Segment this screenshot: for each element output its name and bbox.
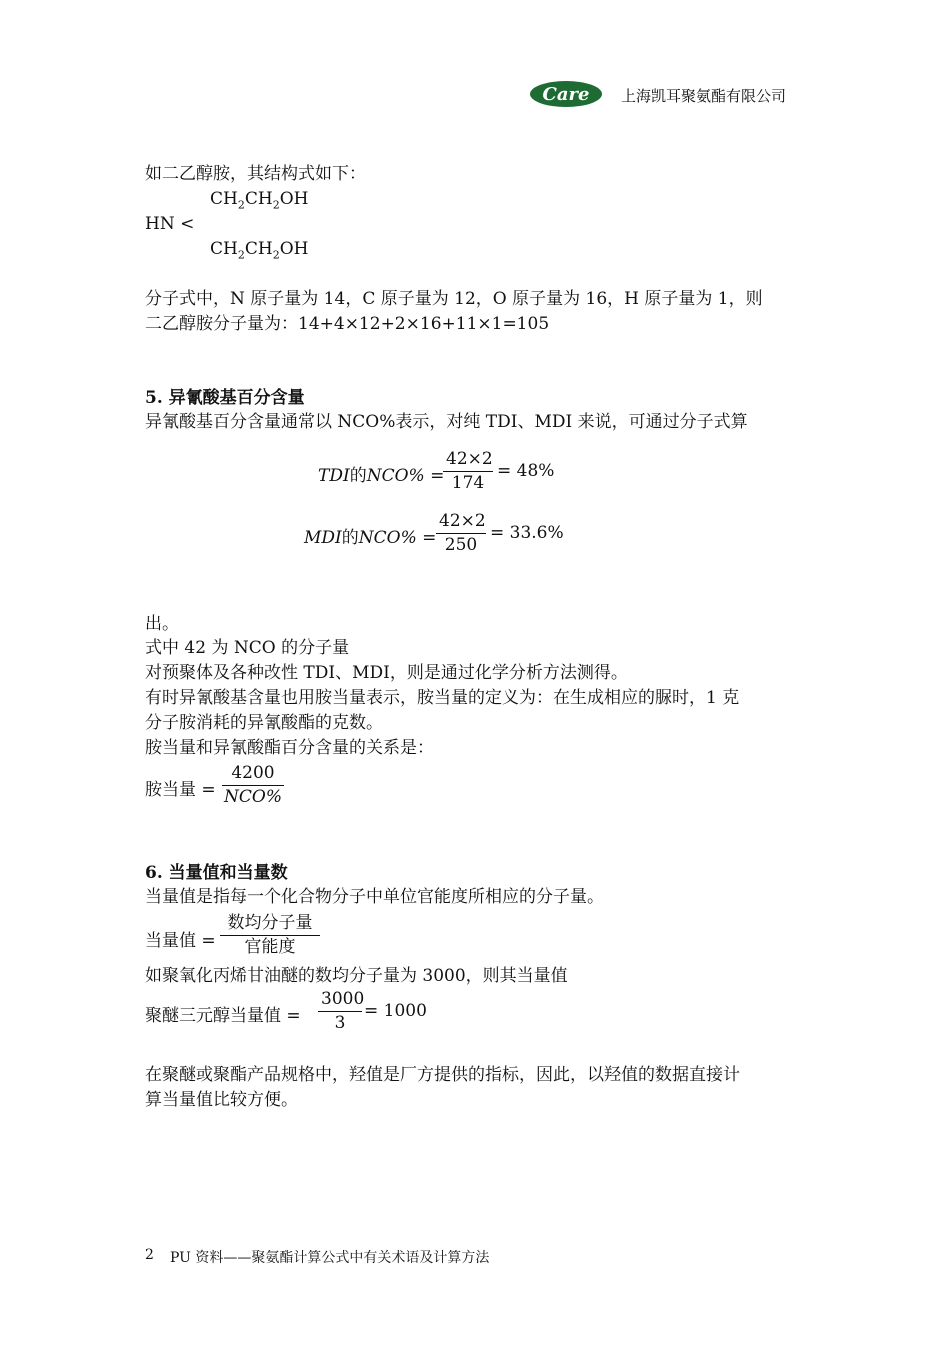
molecular-weight-line1: 分子式中，N 原子量为 14，C 原子量为 12，O 原子量为 16，H 原子量为 1，则 [145, 289, 763, 309]
section5-para3: 式中 42 为 NCO 的分子量 [145, 638, 350, 658]
section5-para7: 胺当量和异氰酸酯百分含量的关系是： [145, 738, 434, 758]
section5-para2: 出。 [145, 614, 179, 634]
molecular-weight-line2: 二乙醇胺分子量为：14+4×12+2×16+11×1=105 [145, 314, 550, 334]
section6-para3: 在聚醚或聚酯产品规格中，羟值是厂方提供的指标，因此，以羟值的数据直接计 [145, 1065, 740, 1085]
section6-para4: 算当量值比较方便。 [145, 1090, 298, 1110]
section6-title: 6. 当量值和当量数 [145, 863, 288, 883]
section5-para5: 有时异氰酸基含量也用胺当量表示，胺当量的定义为：在生成相应的脲时，1 克 [145, 688, 740, 708]
footer-text: PU 资料——聚氨酯计算公式中有关术语及计算方法 [170, 1250, 490, 1266]
structure-branch-bottom: $CH_2CH_2OH$ [210, 239, 309, 262]
section6-para1: 当量值是指每一个化合物分子中单位官能度所相应的分子量。 [145, 887, 604, 907]
structure-branch-top: $CH_2CH_2OH$ [210, 189, 309, 212]
company-name: 上海凯耳聚氨酯有限公司 [621, 87, 787, 105]
section6-para2: 如聚氧化丙烯甘油醚的数均分子量为 3000，则其当量值 [145, 966, 568, 986]
section5-title: 5. 异氰酸基百分含量 [145, 388, 305, 408]
structure-hn: HN < [145, 214, 195, 234]
section5-para1: 异氰酸基百分含量通常以 NCO%表示，对纯 TDI、MDI 来说，可通过分子式算 [145, 412, 748, 432]
example-text: 如二乙醇胺，其结构式如下： [145, 164, 366, 184]
logo-text: Care [542, 84, 590, 105]
section5-para4: 对预聚体及各种改性 TDI、MDI，则是通过化学分析方法测得。 [145, 663, 628, 683]
company-logo [530, 81, 602, 107]
section5-para6: 分子胺消耗的异氰酸酯的克数。 [145, 713, 383, 733]
page-number: 2 [145, 1247, 154, 1263]
